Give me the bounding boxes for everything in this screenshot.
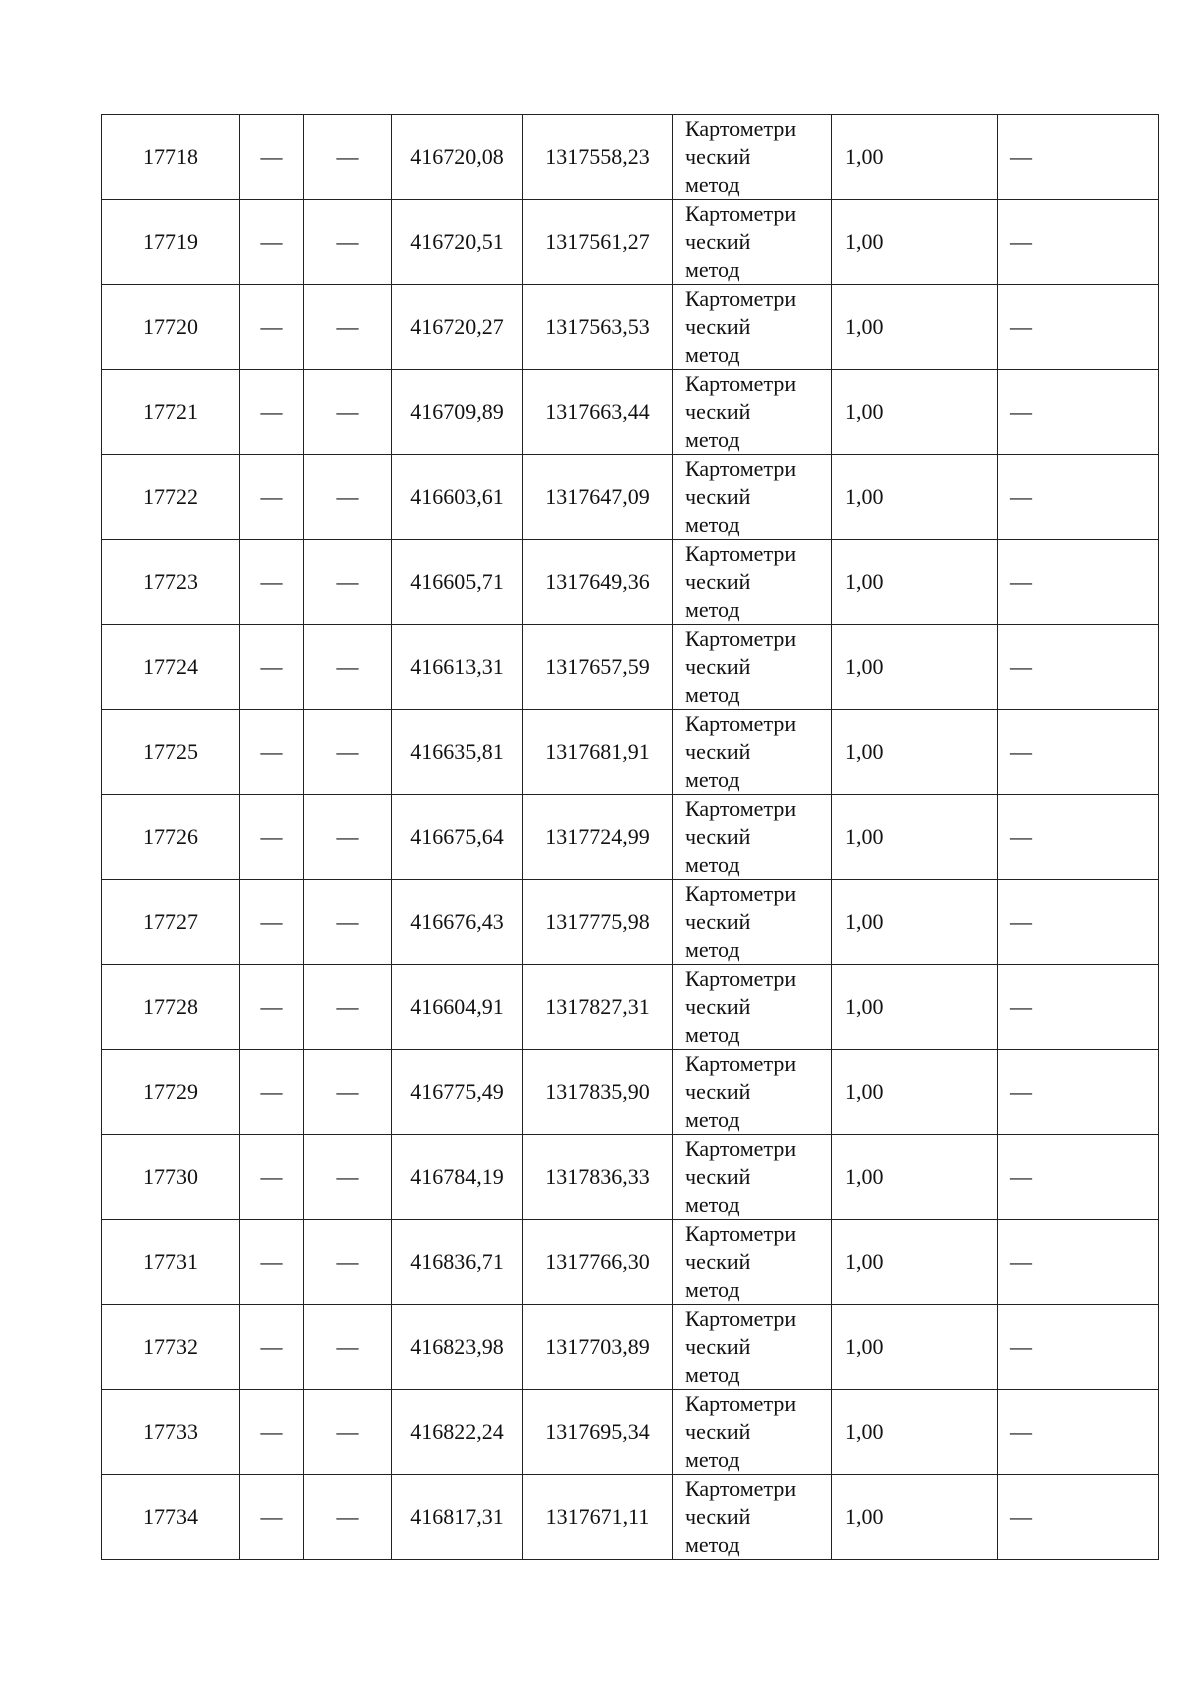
method-text: ческий — [685, 739, 751, 764]
y-coordinate-cell: 1317766,30 — [523, 1220, 673, 1305]
x-coordinate-cell: 416836,71 — [392, 1220, 523, 1305]
method-text: ческий — [685, 824, 751, 849]
table-row — [102, 1475, 1159, 1560]
y-coordinate-cell: 1317671,11 — [523, 1475, 673, 1560]
table-row — [102, 625, 1159, 710]
accuracy-cell: 1,00 — [832, 795, 998, 880]
method-text: метод — [685, 172, 740, 197]
accuracy-cell: 1,00 — [832, 1220, 998, 1305]
table-row — [102, 455, 1159, 540]
method-cell — [673, 200, 832, 285]
method-cell — [673, 1305, 832, 1390]
method-text: Картометри — [685, 1051, 797, 1076]
x-coordinate-cell: 416676,43 — [392, 880, 523, 965]
method-text: Картометри — [685, 116, 797, 141]
empty-dash-cell: — — [304, 625, 392, 710]
method-text: метод — [685, 937, 740, 962]
empty-dash-cell: — — [304, 1220, 392, 1305]
description-dash-cell: — — [998, 200, 1159, 285]
empty-dash-cell: — — [304, 965, 392, 1050]
description-dash-cell: — — [998, 370, 1159, 455]
y-coordinate-cell: 1317647,09 — [523, 455, 673, 540]
empty-dash-cell: — — [304, 200, 392, 285]
empty-dash-cell: — — [304, 1050, 392, 1135]
point-number-cell: 17721 — [102, 370, 240, 455]
y-coordinate-cell: 1317724,99 — [523, 795, 673, 880]
method-text: метод — [685, 342, 740, 367]
accuracy-cell: 1,00 — [832, 200, 998, 285]
method-text: ческий — [685, 1079, 751, 1104]
x-coordinate-cell: 416675,64 — [392, 795, 523, 880]
method-text: Картометри — [685, 201, 797, 226]
empty-dash-cell: — — [240, 1220, 304, 1305]
method-text: Картометри — [685, 1136, 797, 1161]
table-row — [102, 710, 1159, 795]
description-dash-cell: — — [998, 1305, 1159, 1390]
method-text: ческий — [685, 144, 751, 169]
point-number-cell: 17733 — [102, 1390, 240, 1475]
y-coordinate-cell: 1317649,36 — [523, 540, 673, 625]
method-text: Картометри — [685, 286, 797, 311]
method-text: ческий — [685, 484, 751, 509]
accuracy-cell: 1,00 — [832, 625, 998, 710]
accuracy-cell: 1,00 — [832, 1050, 998, 1135]
description-dash-cell: — — [998, 285, 1159, 370]
method-text: ческий — [685, 399, 751, 424]
accuracy-cell: 1,00 — [832, 540, 998, 625]
method-text: метод — [685, 767, 740, 792]
point-number-cell: 17719 — [102, 200, 240, 285]
empty-dash-cell: — — [240, 1135, 304, 1220]
description-dash-cell: — — [998, 710, 1159, 795]
y-coordinate-cell: 1317563,53 — [523, 285, 673, 370]
method-text: метод — [685, 597, 740, 622]
empty-dash-cell: — — [304, 710, 392, 795]
point-number-cell: 17730 — [102, 1135, 240, 1220]
y-coordinate-cell: 1317695,34 — [523, 1390, 673, 1475]
method-text: Картометри — [685, 711, 797, 736]
coordinates-table — [101, 114, 1159, 1560]
empty-dash-cell: — — [240, 1475, 304, 1560]
y-coordinate-cell: 1317657,59 — [523, 625, 673, 710]
empty-dash-cell: — — [304, 115, 392, 200]
table-row — [102, 200, 1159, 285]
accuracy-cell: 1,00 — [832, 370, 998, 455]
empty-dash-cell: — — [304, 795, 392, 880]
method-text: Картометри — [685, 371, 797, 396]
empty-dash-cell: — — [240, 625, 304, 710]
empty-dash-cell: — — [304, 1475, 392, 1560]
method-cell — [673, 540, 832, 625]
x-coordinate-cell: 416720,08 — [392, 115, 523, 200]
method-text: метод — [685, 1277, 740, 1302]
accuracy-cell: 1,00 — [832, 1390, 998, 1475]
method-text: метод — [685, 257, 740, 282]
description-dash-cell: — — [998, 1050, 1159, 1135]
description-dash-cell: — — [998, 1135, 1159, 1220]
point-number-cell: 17725 — [102, 710, 240, 795]
description-dash-cell: — — [998, 880, 1159, 965]
description-dash-cell: — — [998, 625, 1159, 710]
method-cell — [673, 285, 832, 370]
table-row — [102, 540, 1159, 625]
table-row — [102, 795, 1159, 880]
method-text: ческий — [685, 569, 751, 594]
table-row — [102, 1390, 1159, 1475]
empty-dash-cell: — — [240, 795, 304, 880]
accuracy-cell: 1,00 — [832, 710, 998, 795]
method-text: метод — [685, 1192, 740, 1217]
method-text: Картометри — [685, 796, 797, 821]
point-number-cell: 17729 — [102, 1050, 240, 1135]
empty-dash-cell: — — [240, 965, 304, 1050]
x-coordinate-cell: 416822,24 — [392, 1390, 523, 1475]
empty-dash-cell: — — [304, 1390, 392, 1475]
table-row — [102, 115, 1159, 200]
method-cell — [673, 370, 832, 455]
empty-dash-cell: — — [240, 200, 304, 285]
method-text: ческий — [685, 909, 751, 934]
method-cell — [673, 1475, 832, 1560]
method-cell — [673, 115, 832, 200]
method-text: Картометри — [685, 456, 797, 481]
x-coordinate-cell: 416635,81 — [392, 710, 523, 795]
method-text: метод — [685, 1362, 740, 1387]
y-coordinate-cell: 1317558,23 — [523, 115, 673, 200]
method-text: Картометри — [685, 1391, 797, 1416]
x-coordinate-cell: 416823,98 — [392, 1305, 523, 1390]
description-dash-cell: — — [998, 1390, 1159, 1475]
method-text: метод — [685, 512, 740, 537]
method-text: метод — [685, 852, 740, 877]
table-row — [102, 285, 1159, 370]
method-text: ческий — [685, 314, 751, 339]
x-coordinate-cell: 416817,31 — [392, 1475, 523, 1560]
x-coordinate-cell: 416720,27 — [392, 285, 523, 370]
point-number-cell: 17724 — [102, 625, 240, 710]
description-dash-cell: — — [998, 795, 1159, 880]
y-coordinate-cell: 1317835,90 — [523, 1050, 673, 1135]
y-coordinate-cell: 1317561,27 — [523, 200, 673, 285]
method-cell — [673, 1390, 832, 1475]
empty-dash-cell: — — [304, 880, 392, 965]
empty-dash-cell: — — [240, 370, 304, 455]
method-text: Картометри — [685, 626, 797, 651]
table-body — [102, 115, 1159, 1560]
method-text: ческий — [685, 229, 751, 254]
method-text: ческий — [685, 1334, 751, 1359]
y-coordinate-cell: 1317703,89 — [523, 1305, 673, 1390]
method-text: ческий — [685, 654, 751, 679]
accuracy-cell: 1,00 — [832, 285, 998, 370]
point-number-cell: 17718 — [102, 115, 240, 200]
empty-dash-cell: — — [304, 1135, 392, 1220]
x-coordinate-cell: 416709,89 — [392, 370, 523, 455]
method-text: метод — [685, 1022, 740, 1047]
table-row — [102, 880, 1159, 965]
method-cell — [673, 880, 832, 965]
method-text: ческий — [685, 1249, 751, 1274]
table-row — [102, 1220, 1159, 1305]
method-text: ческий — [685, 1504, 751, 1529]
empty-dash-cell: — — [240, 1050, 304, 1135]
empty-dash-cell: — — [240, 880, 304, 965]
y-coordinate-cell: 1317681,91 — [523, 710, 673, 795]
method-cell — [673, 965, 832, 1050]
method-cell — [673, 795, 832, 880]
empty-dash-cell: — — [304, 1305, 392, 1390]
accuracy-cell: 1,00 — [832, 1475, 998, 1560]
point-number-cell: 17723 — [102, 540, 240, 625]
point-number-cell: 17731 — [102, 1220, 240, 1305]
table-row — [102, 370, 1159, 455]
method-cell — [673, 710, 832, 795]
accuracy-cell: 1,00 — [832, 1305, 998, 1390]
method-cell — [673, 625, 832, 710]
description-dash-cell: — — [998, 455, 1159, 540]
x-coordinate-cell: 416603,61 — [392, 455, 523, 540]
empty-dash-cell: — — [240, 540, 304, 625]
accuracy-cell: 1,00 — [832, 1135, 998, 1220]
method-cell — [673, 1220, 832, 1305]
empty-dash-cell: — — [304, 455, 392, 540]
description-dash-cell: — — [998, 965, 1159, 1050]
method-cell — [673, 1135, 832, 1220]
x-coordinate-cell: 416720,51 — [392, 200, 523, 285]
y-coordinate-cell: 1317663,44 — [523, 370, 673, 455]
point-number-cell: 17726 — [102, 795, 240, 880]
y-coordinate-cell: 1317827,31 — [523, 965, 673, 1050]
method-text: ческий — [685, 1164, 751, 1189]
method-text: метод — [685, 1532, 740, 1557]
method-text: метод — [685, 1107, 740, 1132]
point-number-cell: 17728 — [102, 965, 240, 1050]
empty-dash-cell: — — [304, 370, 392, 455]
method-text: метод — [685, 1447, 740, 1472]
empty-dash-cell: — — [304, 540, 392, 625]
x-coordinate-cell: 416604,91 — [392, 965, 523, 1050]
accuracy-cell: 1,00 — [832, 455, 998, 540]
point-number-cell: 17722 — [102, 455, 240, 540]
y-coordinate-cell: 1317775,98 — [523, 880, 673, 965]
method-text: ческий — [685, 994, 751, 1019]
empty-dash-cell: — — [240, 1390, 304, 1475]
x-coordinate-cell: 416775,49 — [392, 1050, 523, 1135]
table-row — [102, 1135, 1159, 1220]
accuracy-cell: 1,00 — [832, 965, 998, 1050]
empty-dash-cell: — — [304, 285, 392, 370]
table-row — [102, 965, 1159, 1050]
method-text: Картометри — [685, 966, 797, 991]
description-dash-cell: — — [998, 1220, 1159, 1305]
description-dash-cell: — — [998, 115, 1159, 200]
description-dash-cell: — — [998, 1475, 1159, 1560]
accuracy-cell: 1,00 — [832, 115, 998, 200]
x-coordinate-cell: 416784,19 — [392, 1135, 523, 1220]
table-row — [102, 1050, 1159, 1135]
method-text: метод — [685, 682, 740, 707]
point-number-cell: 17720 — [102, 285, 240, 370]
empty-dash-cell: — — [240, 455, 304, 540]
method-text: Картометри — [685, 541, 797, 566]
x-coordinate-cell: 416613,31 — [392, 625, 523, 710]
x-coordinate-cell: 416605,71 — [392, 540, 523, 625]
method-text: Картометри — [685, 1221, 797, 1246]
point-number-cell: 17734 — [102, 1475, 240, 1560]
method-cell — [673, 1050, 832, 1135]
method-text: Картометри — [685, 1306, 797, 1331]
method-cell — [673, 455, 832, 540]
method-text: метод — [685, 427, 740, 452]
point-number-cell: 17732 — [102, 1305, 240, 1390]
empty-dash-cell: — — [240, 115, 304, 200]
method-text: Картометри — [685, 1476, 797, 1501]
table-row — [102, 1305, 1159, 1390]
empty-dash-cell: — — [240, 710, 304, 795]
empty-dash-cell: — — [240, 1305, 304, 1390]
y-coordinate-cell: 1317836,33 — [523, 1135, 673, 1220]
method-text: ческий — [685, 1419, 751, 1444]
method-text: Картометри — [685, 881, 797, 906]
empty-dash-cell: — — [240, 285, 304, 370]
description-dash-cell: — — [998, 540, 1159, 625]
accuracy-cell: 1,00 — [832, 880, 998, 965]
point-number-cell: 17727 — [102, 880, 240, 965]
